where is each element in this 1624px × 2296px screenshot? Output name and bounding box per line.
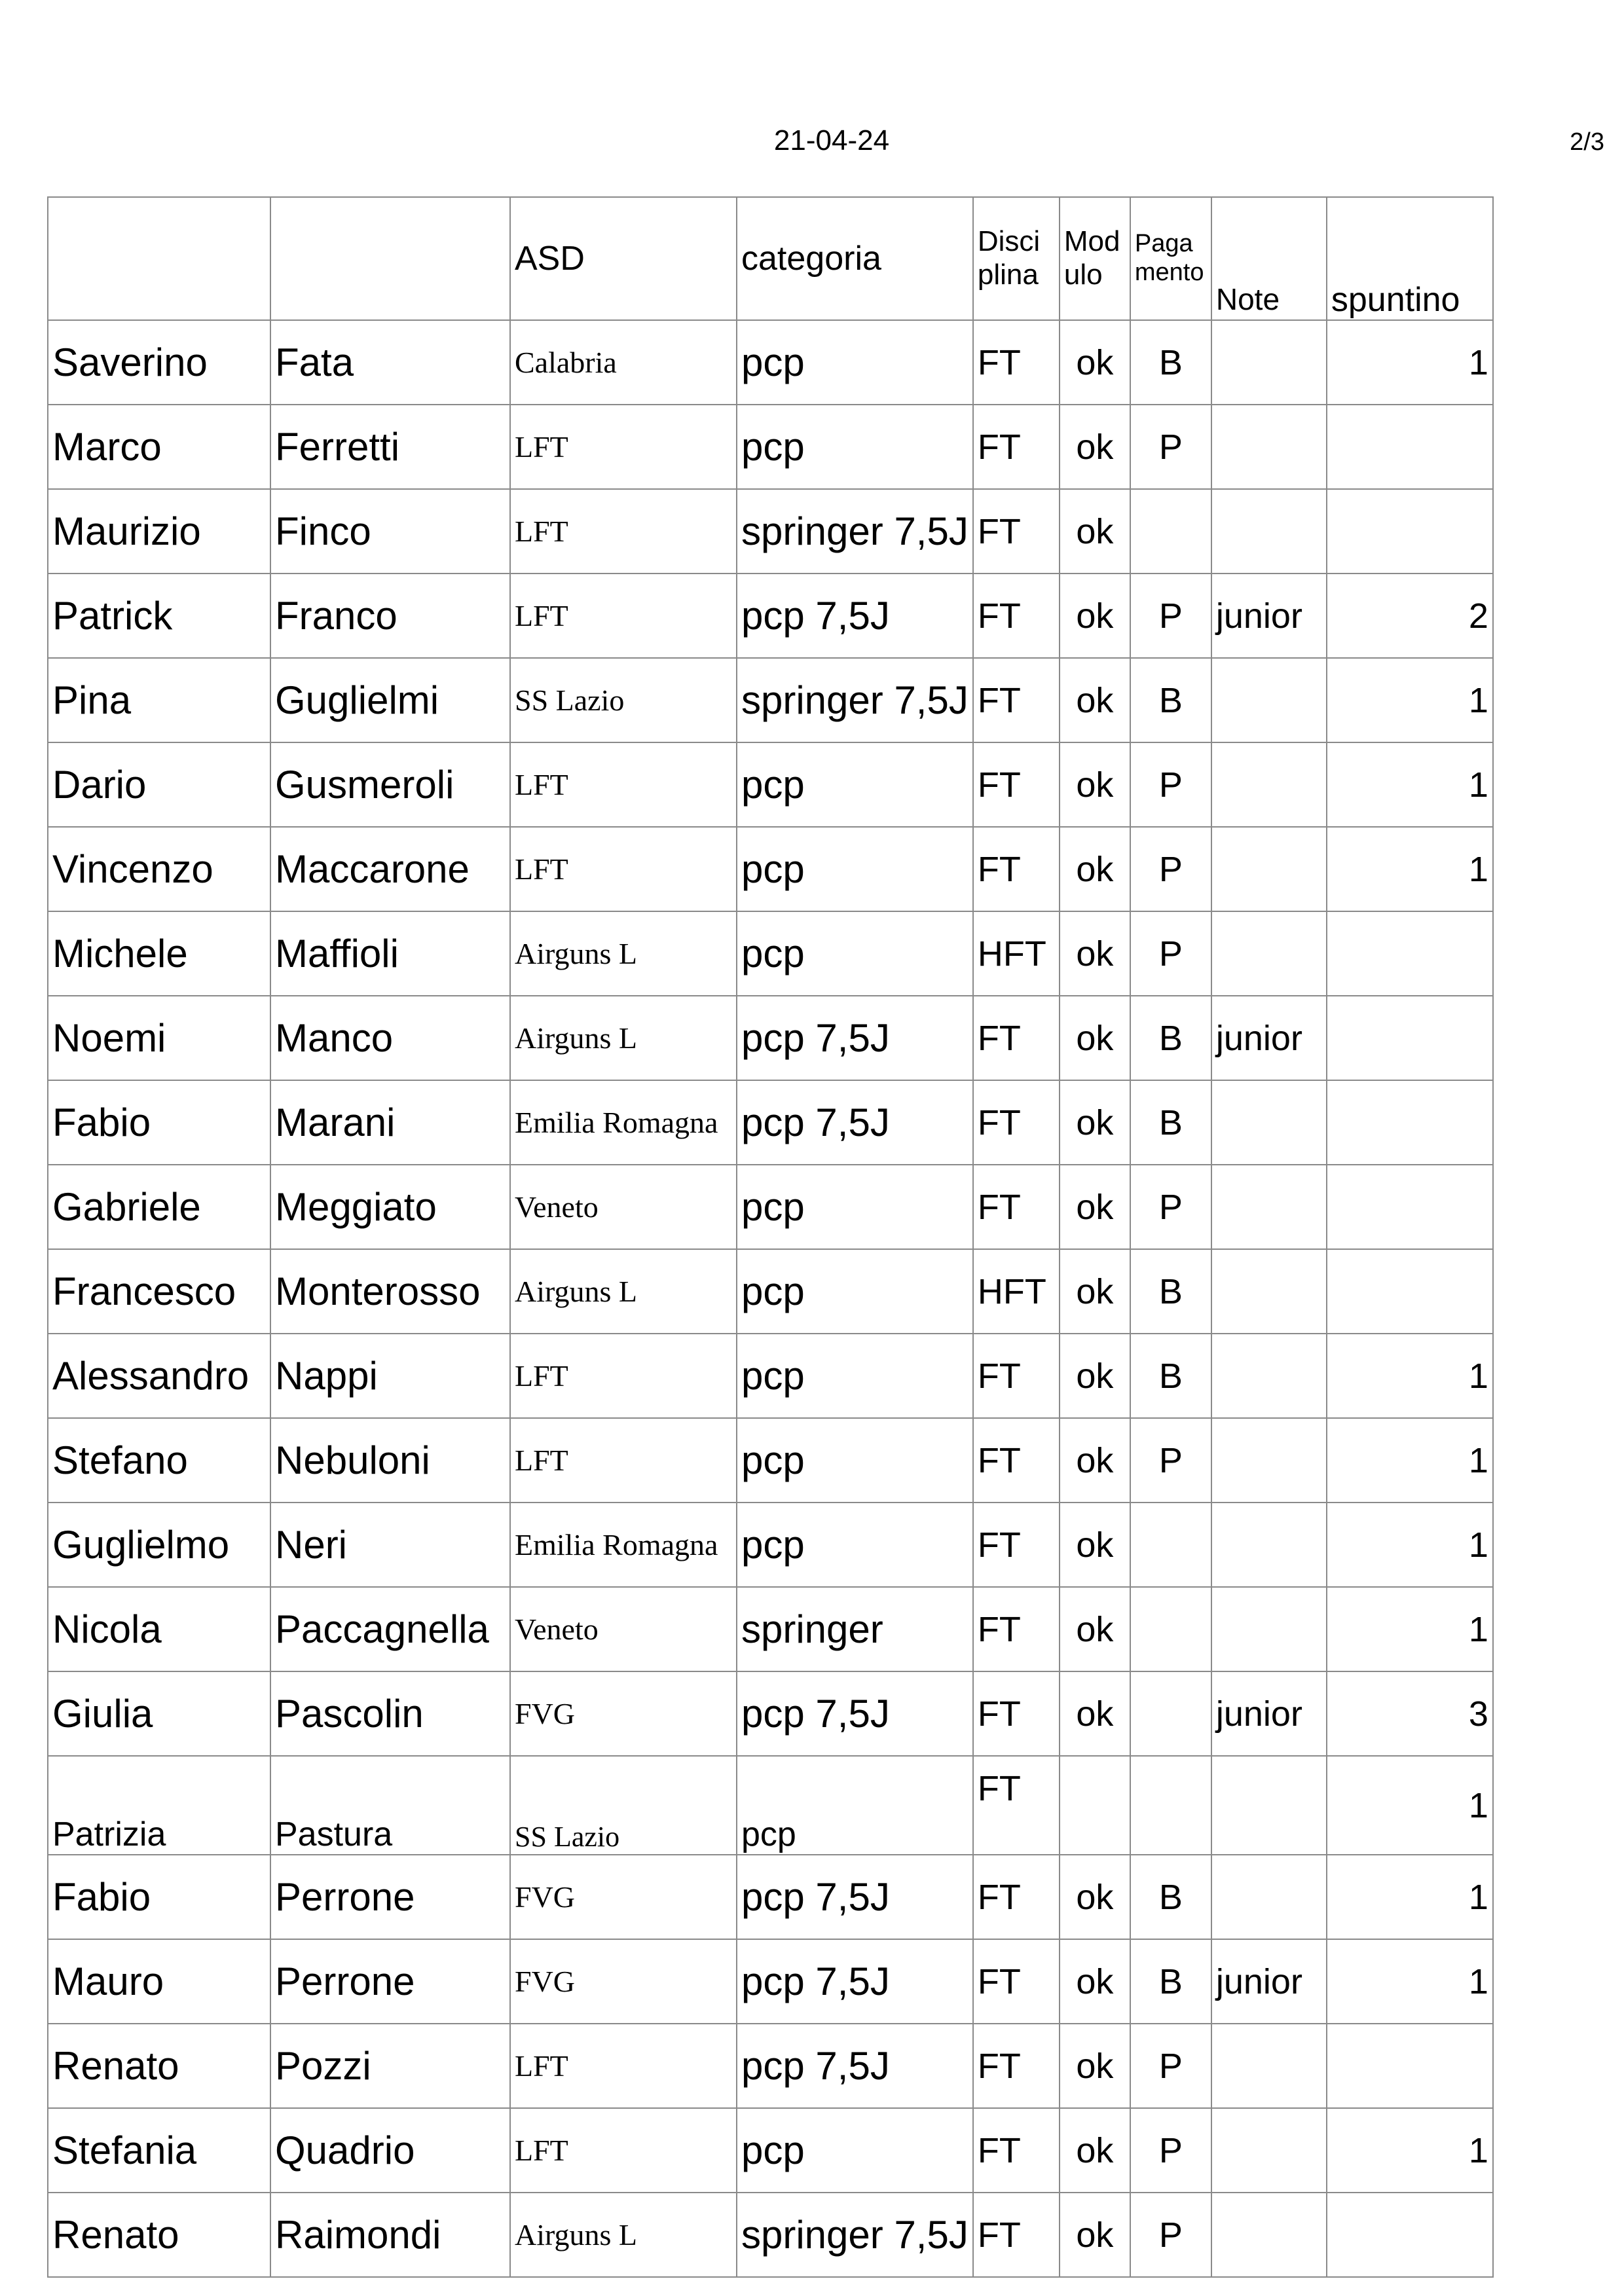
modulo-cell: ok bbox=[1060, 2193, 1130, 2277]
spuntino-cell: 1 bbox=[1327, 658, 1493, 742]
asd-cell: Emilia Romagna bbox=[510, 1080, 737, 1165]
asd-cell: LFT bbox=[510, 2024, 737, 2108]
pagamento-cell bbox=[1130, 1503, 1211, 1587]
pagamento-cell: P bbox=[1130, 827, 1211, 911]
note-cell: junior bbox=[1211, 996, 1327, 1080]
last-name-cell: Ferretti bbox=[270, 405, 510, 489]
modulo-cell: ok bbox=[1060, 1418, 1130, 1503]
note-cell bbox=[1211, 1587, 1327, 1671]
disciplina-cell: FT bbox=[973, 742, 1060, 827]
table-row bbox=[48, 574, 1493, 658]
categoria-cell: springer 7,5J bbox=[737, 2193, 973, 2277]
disciplina-cell: FT bbox=[973, 2108, 1060, 2193]
roster-table bbox=[47, 196, 1494, 2278]
table-row bbox=[48, 1165, 1493, 1249]
pagamento-cell: P bbox=[1130, 1165, 1211, 1249]
modulo-cell: ok bbox=[1060, 1165, 1130, 1249]
spuntino-cell bbox=[1327, 405, 1493, 489]
modulo-cell: ok bbox=[1060, 1671, 1130, 1756]
disciplina-cell: FT bbox=[973, 2024, 1060, 2108]
first-name-cell: Giulia bbox=[48, 1671, 270, 1756]
first-name-cell: Maurizio bbox=[48, 489, 270, 574]
spuntino-cell bbox=[1327, 996, 1493, 1080]
note-cell bbox=[1211, 2024, 1327, 2108]
table-row bbox=[48, 1587, 1493, 1671]
last-name-cell: Meggiato bbox=[270, 1165, 510, 1249]
note-cell bbox=[1211, 489, 1327, 574]
first-name-cell: Fabio bbox=[48, 1080, 270, 1165]
categoria-cell: pcp 7,5J bbox=[737, 1080, 973, 1165]
pagamento-cell bbox=[1130, 1587, 1211, 1671]
asd-cell: Airguns L bbox=[510, 911, 737, 996]
spuntino-cell bbox=[1327, 1165, 1493, 1249]
first-name-cell: Pina bbox=[48, 658, 270, 742]
spuntino-cell: 3 bbox=[1327, 1671, 1493, 1756]
asd-cell: SS Lazio bbox=[510, 658, 737, 742]
note-cell bbox=[1211, 1503, 1327, 1587]
first-name-cell: Dario bbox=[48, 742, 270, 827]
spuntino-cell bbox=[1327, 489, 1493, 574]
pagamento-cell bbox=[1130, 489, 1211, 574]
header-asd: ASD bbox=[510, 197, 737, 320]
last-name-cell: Pozzi bbox=[270, 2024, 510, 2108]
categoria-cell: pcp 7,5J bbox=[737, 2024, 973, 2108]
spuntino-cell: 1 bbox=[1327, 827, 1493, 911]
asd-cell: LFT bbox=[510, 1418, 737, 1503]
modulo-cell bbox=[1060, 1756, 1130, 1855]
asd-cell: LFT bbox=[510, 489, 737, 574]
note-cell bbox=[1211, 658, 1327, 742]
note-cell: junior bbox=[1211, 1671, 1327, 1756]
first-name-cell: Guglielmo bbox=[48, 1503, 270, 1587]
last-name-cell: Manco bbox=[270, 996, 510, 1080]
first-name-cell: Saverino bbox=[48, 320, 270, 405]
last-name-cell: Marani bbox=[270, 1080, 510, 1165]
categoria-cell: pcp 7,5J bbox=[737, 996, 973, 1080]
header-note: Note bbox=[1211, 197, 1327, 320]
spuntino-cell: 1 bbox=[1327, 1418, 1493, 1503]
disciplina-cell: FT bbox=[973, 489, 1060, 574]
spuntino-cell: 1 bbox=[1327, 1334, 1493, 1418]
pagamento-cell: P bbox=[1130, 742, 1211, 827]
table-row bbox=[48, 742, 1493, 827]
last-name-cell: Maccarone bbox=[270, 827, 510, 911]
first-name-cell: Nicola bbox=[48, 1587, 270, 1671]
categoria-cell: pcp bbox=[737, 1334, 973, 1418]
spuntino-cell: 1 bbox=[1327, 320, 1493, 405]
disciplina-cell: FT bbox=[973, 320, 1060, 405]
first-name-cell: Renato bbox=[48, 2193, 270, 2277]
modulo-cell: ok bbox=[1060, 996, 1130, 1080]
table-row bbox=[48, 1418, 1493, 1503]
spuntino-cell: 1 bbox=[1327, 2108, 1493, 2193]
last-name-cell: Neri bbox=[270, 1503, 510, 1587]
table-row bbox=[48, 2024, 1493, 2108]
first-name-cell: Stefano bbox=[48, 1418, 270, 1503]
first-name-cell: Renato bbox=[48, 2024, 270, 2108]
table-row bbox=[48, 489, 1493, 574]
pagamento-cell: B bbox=[1130, 996, 1211, 1080]
first-name-cell: Fabio bbox=[48, 1855, 270, 1939]
last-name-cell: Finco bbox=[270, 489, 510, 574]
modulo-cell: ok bbox=[1060, 489, 1130, 574]
last-name-cell: Gusmeroli bbox=[270, 742, 510, 827]
first-name-cell: Marco bbox=[48, 405, 270, 489]
modulo-cell: ok bbox=[1060, 574, 1130, 658]
modulo-cell: ok bbox=[1060, 1503, 1130, 1587]
disciplina-cell: FT bbox=[973, 2193, 1060, 2277]
asd-cell: Calabria bbox=[510, 320, 737, 405]
first-name-cell: Alessandro bbox=[48, 1334, 270, 1418]
first-name-cell: Michele bbox=[48, 911, 270, 996]
disciplina-cell: FT bbox=[973, 1503, 1060, 1587]
last-name-cell: Perrone bbox=[270, 1855, 510, 1939]
categoria-cell: pcp bbox=[737, 742, 973, 827]
modulo-cell: ok bbox=[1060, 320, 1130, 405]
categoria-cell: pcp bbox=[737, 1418, 973, 1503]
modulo-cell: ok bbox=[1060, 1249, 1130, 1334]
categoria-cell: pcp 7,5J bbox=[737, 1855, 973, 1939]
pagamento-cell: P bbox=[1130, 574, 1211, 658]
note-cell: junior bbox=[1211, 574, 1327, 658]
note-cell bbox=[1211, 2108, 1327, 2193]
categoria-cell: springer bbox=[737, 1587, 973, 1671]
pagamento-cell: B bbox=[1130, 1855, 1211, 1939]
modulo-cell: ok bbox=[1060, 827, 1130, 911]
asd-cell: Airguns L bbox=[510, 996, 737, 1080]
categoria-cell: pcp 7,5J bbox=[737, 1671, 973, 1756]
header-disciplina: Disci plina bbox=[973, 197, 1060, 320]
table-row bbox=[48, 827, 1493, 911]
pagamento-cell: B bbox=[1130, 1080, 1211, 1165]
table-row bbox=[48, 1939, 1493, 2024]
spuntino-cell: 1 bbox=[1327, 1855, 1493, 1939]
disciplina-cell: FT bbox=[973, 1334, 1060, 1418]
pagamento-cell: P bbox=[1130, 2024, 1211, 2108]
spuntino-cell: 2 bbox=[1327, 574, 1493, 658]
table-row bbox=[48, 1756, 1493, 1855]
spuntino-cell: 1 bbox=[1327, 742, 1493, 827]
last-name-cell: Fata bbox=[270, 320, 510, 405]
table-row bbox=[48, 320, 1493, 405]
modulo-cell: ok bbox=[1060, 405, 1130, 489]
asd-cell: Emilia Romagna bbox=[510, 1503, 737, 1587]
pagamento-cell: B bbox=[1130, 320, 1211, 405]
categoria-cell: pcp bbox=[737, 827, 973, 911]
categoria-cell: pcp bbox=[737, 1165, 973, 1249]
asd-cell: FVG bbox=[510, 1671, 737, 1756]
header-last-name bbox=[270, 197, 510, 320]
disciplina-cell: FT bbox=[973, 996, 1060, 1080]
categoria-cell: pcp bbox=[737, 2108, 973, 2193]
note-cell bbox=[1211, 1334, 1327, 1418]
categoria-cell: pcp 7,5J bbox=[737, 574, 973, 658]
modulo-cell: ok bbox=[1060, 2024, 1130, 2108]
first-name-cell: Vincenzo bbox=[48, 827, 270, 911]
asd-cell: FVG bbox=[510, 1939, 737, 2024]
header-pagamento: Paga mento bbox=[1130, 197, 1211, 320]
categoria-cell: pcp bbox=[737, 405, 973, 489]
table-row bbox=[48, 911, 1493, 996]
note-cell bbox=[1211, 1756, 1327, 1855]
disciplina-cell: FT bbox=[973, 1080, 1060, 1165]
spuntino-cell bbox=[1327, 1249, 1493, 1334]
pagamento-cell: P bbox=[1130, 2108, 1211, 2193]
disciplina-cell: FT bbox=[973, 1939, 1060, 2024]
modulo-cell: ok bbox=[1060, 1855, 1130, 1939]
note-cell bbox=[1211, 1080, 1327, 1165]
header-first-name bbox=[48, 197, 270, 320]
asd-cell: Airguns L bbox=[510, 2193, 737, 2277]
header-categoria: categoria bbox=[737, 197, 973, 320]
asd-cell: Veneto bbox=[510, 1165, 737, 1249]
note-cell bbox=[1211, 827, 1327, 911]
disciplina-cell: FT bbox=[973, 827, 1060, 911]
disciplina-cell: FT bbox=[973, 1587, 1060, 1671]
last-name-cell: Raimondi bbox=[270, 2193, 510, 2277]
note-cell bbox=[1211, 405, 1327, 489]
asd-cell: LFT bbox=[510, 827, 737, 911]
first-name-cell: Gabriele bbox=[48, 1165, 270, 1249]
last-name-cell: Perrone bbox=[270, 1939, 510, 2024]
last-name-cell: Guglielmi bbox=[270, 658, 510, 742]
first-name-cell: Mauro bbox=[48, 1939, 270, 2024]
modulo-cell: ok bbox=[1060, 1587, 1130, 1671]
spuntino-cell bbox=[1327, 1080, 1493, 1165]
modulo-cell: ok bbox=[1060, 1939, 1130, 2024]
pagamento-cell: B bbox=[1130, 1249, 1211, 1334]
table-row bbox=[48, 1249, 1493, 1334]
categoria-cell: springer 7,5J bbox=[737, 489, 973, 574]
spuntino-cell bbox=[1327, 2024, 1493, 2108]
modulo-cell: ok bbox=[1060, 742, 1130, 827]
table-row bbox=[48, 405, 1493, 489]
modulo-cell: ok bbox=[1060, 2108, 1130, 2193]
table-row bbox=[48, 2193, 1493, 2277]
spuntino-cell: 1 bbox=[1327, 1939, 1493, 2024]
pagamento-cell: B bbox=[1130, 1334, 1211, 1418]
header-spuntino: spuntino bbox=[1327, 197, 1493, 320]
disciplina-cell: FT bbox=[973, 405, 1060, 489]
note-cell bbox=[1211, 1418, 1327, 1503]
table-row bbox=[48, 1080, 1493, 1165]
last-name-cell: Maffioli bbox=[270, 911, 510, 996]
asd-cell: Airguns L bbox=[510, 1249, 737, 1334]
categoria-cell: pcp bbox=[737, 1503, 973, 1587]
table-row bbox=[48, 1334, 1493, 1418]
note-cell bbox=[1211, 1855, 1327, 1939]
note-cell bbox=[1211, 742, 1327, 827]
disciplina-cell: HFT bbox=[973, 1249, 1060, 1334]
pagamento-cell: P bbox=[1130, 911, 1211, 996]
disciplina-cell: FT bbox=[973, 1855, 1060, 1939]
categoria-cell: pcp bbox=[737, 1249, 973, 1334]
pagamento-cell bbox=[1130, 1756, 1211, 1855]
table-row bbox=[48, 658, 1493, 742]
note-cell bbox=[1211, 320, 1327, 405]
spuntino-cell: 1 bbox=[1327, 1756, 1493, 1855]
pagamento-cell: P bbox=[1130, 1418, 1211, 1503]
last-name-cell: Quadrio bbox=[270, 2108, 510, 2193]
spuntino-cell: 1 bbox=[1327, 1587, 1493, 1671]
categoria-cell: pcp bbox=[737, 911, 973, 996]
asd-cell: Veneto bbox=[510, 1587, 737, 1671]
asd-cell: LFT bbox=[510, 574, 737, 658]
note-cell bbox=[1211, 2193, 1327, 2277]
page-number: 2/3 bbox=[1570, 128, 1604, 156]
page-date: 21-04-24 bbox=[773, 124, 890, 156]
note-cell bbox=[1211, 1249, 1327, 1334]
first-name-cell: Patrick bbox=[48, 574, 270, 658]
categoria-cell: springer 7,5J bbox=[737, 658, 973, 742]
table-row bbox=[48, 1671, 1493, 1756]
asd-cell: LFT bbox=[510, 2108, 737, 2193]
last-name-cell: Nebuloni bbox=[270, 1418, 510, 1503]
asd-cell: LFT bbox=[510, 742, 737, 827]
note-cell bbox=[1211, 911, 1327, 996]
last-name-cell: Pastura bbox=[270, 1756, 510, 1855]
pagamento-cell: B bbox=[1130, 658, 1211, 742]
first-name-cell: Francesco bbox=[48, 1249, 270, 1334]
last-name-cell: Nappi bbox=[270, 1334, 510, 1418]
disciplina-cell: FT bbox=[973, 1418, 1060, 1503]
spuntino-cell: 1 bbox=[1327, 1503, 1493, 1587]
spuntino-cell bbox=[1327, 2193, 1493, 2277]
first-name-cell: Noemi bbox=[48, 996, 270, 1080]
header-modulo: Mod ulo bbox=[1060, 197, 1130, 320]
first-name-cell: Stefania bbox=[48, 2108, 270, 2193]
disciplina-cell: FT bbox=[973, 574, 1060, 658]
pagamento-cell: B bbox=[1130, 1939, 1211, 2024]
categoria-cell: pcp bbox=[737, 1756, 973, 1855]
pagamento-cell bbox=[1130, 1671, 1211, 1756]
note-cell bbox=[1211, 1165, 1327, 1249]
spuntino-cell bbox=[1327, 911, 1493, 996]
modulo-cell: ok bbox=[1060, 1334, 1130, 1418]
disciplina-cell: FT bbox=[973, 1165, 1060, 1249]
categoria-cell: pcp bbox=[737, 320, 973, 405]
table-row bbox=[48, 1855, 1493, 1939]
last-name-cell: Paccagnella bbox=[270, 1587, 510, 1671]
pagamento-cell: P bbox=[1130, 2193, 1211, 2277]
asd-cell: LFT bbox=[510, 405, 737, 489]
pagamento-cell: P bbox=[1130, 405, 1211, 489]
asd-cell: LFT bbox=[510, 1334, 737, 1418]
table-row bbox=[48, 1503, 1493, 1587]
last-name-cell: Monterosso bbox=[270, 1249, 510, 1334]
modulo-cell: ok bbox=[1060, 911, 1130, 996]
disciplina-cell: HFT bbox=[973, 911, 1060, 996]
asd-cell: SS Lazio bbox=[510, 1756, 737, 1855]
note-cell: junior bbox=[1211, 1939, 1327, 2024]
categoria-cell: pcp 7,5J bbox=[737, 1939, 973, 2024]
disciplina-cell: FT bbox=[973, 658, 1060, 742]
last-name-cell: Pascolin bbox=[270, 1671, 510, 1756]
table-header-row bbox=[48, 197, 1493, 320]
first-name-cell: Patrizia bbox=[48, 1756, 270, 1855]
modulo-cell: ok bbox=[1060, 1080, 1130, 1165]
disciplina-cell: FT bbox=[973, 1671, 1060, 1756]
table-row bbox=[48, 2108, 1493, 2193]
last-name-cell: Franco bbox=[270, 574, 510, 658]
disciplina-cell: FT bbox=[973, 1756, 1060, 1855]
asd-cell: FVG bbox=[510, 1855, 737, 1939]
table-row bbox=[48, 996, 1493, 1080]
modulo-cell: ok bbox=[1060, 658, 1130, 742]
